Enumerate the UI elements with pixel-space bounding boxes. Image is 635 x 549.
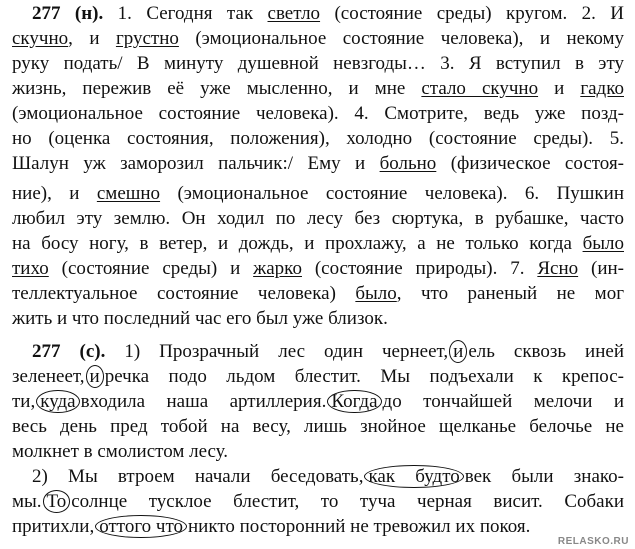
text-run: никто посторонний не тревожил их покоя. <box>188 516 531 537</box>
text-line <box>12 152 624 176</box>
underlined-word: смешно <box>96 183 161 204</box>
text-run: (ин- <box>578 258 624 279</box>
text-line <box>12 27 624 51</box>
text-run: жить и что последний час его был уже близок. <box>12 308 388 329</box>
circled-word: и <box>86 365 104 388</box>
text-run: руку подать/ В минуту душевной невзгоды… 3. Я вступил в эту <box>12 53 624 74</box>
exercise-number: 277 (н). <box>32 3 104 24</box>
text-run: ель сквозь иней <box>468 341 624 362</box>
text-line <box>12 257 624 281</box>
underlined-word: грустно <box>115 28 179 49</box>
text-run: (физическое состоя- <box>436 153 625 174</box>
text-line <box>12 415 624 439</box>
text-line <box>12 207 624 231</box>
circled-word: куда <box>36 390 79 413</box>
text-line <box>12 232 624 256</box>
circled-word: оттого что <box>95 515 187 538</box>
text-line <box>12 390 624 414</box>
text-run: (эмоциональное состояние человека). 6. Пушкин <box>160 183 624 204</box>
text-run: солнце тусклое блестит, то туча черная висит. Собаки <box>71 491 624 512</box>
text-line <box>32 340 624 364</box>
text-run: теллектуальное состояние человека) <box>12 283 356 304</box>
text-run: (эмоциональное состояние человека). 4. Смотрите, ведь уже позд- <box>12 103 624 124</box>
text-run: ти, <box>12 391 36 412</box>
text-run: , и <box>68 28 116 49</box>
exercise-number: 277 (с). <box>32 341 106 362</box>
circled-word: То <box>43 490 71 513</box>
text-line <box>12 77 624 101</box>
underlined-word: больно <box>379 153 437 174</box>
underlined-word: гадко <box>580 78 624 99</box>
text-run: зеленеет, <box>12 366 85 387</box>
underlined-word: было <box>582 233 624 254</box>
text-run: жизнь, пережив её уже мысленно, и мне <box>12 78 422 99</box>
text-run: входила наша артиллерия. <box>80 391 327 412</box>
text-run: любил эту землю. Он ходил по лесу без сюртука, в рубашке, часто <box>12 208 624 229</box>
text-line <box>32 465 624 489</box>
underlined-word: жарко <box>253 258 302 279</box>
text-run: Шалун уж заморозил пальчик:/ Ему и <box>12 153 380 174</box>
text-run: (эмоциональное состояние человека), и некому <box>178 28 624 49</box>
text-run: 1) Прозрачный лес один чернеет, <box>124 341 449 362</box>
text-run: 2) Мы втроем начали беседовать, <box>32 466 364 487</box>
underlined-word: скучно <box>12 28 69 49</box>
text-run: речка подо льдом блестит. Мы подъехали к крепос- <box>104 366 624 387</box>
text-run: (состояние среды) и <box>48 258 254 279</box>
text-run: век были знако- <box>464 466 624 487</box>
text-run: до тончайшей мелочи и <box>382 391 624 412</box>
text-line <box>12 490 624 514</box>
underlined-word: светло <box>267 3 321 24</box>
text-run: (состояние природы). 7. <box>301 258 538 279</box>
text-run: весь день пред тобой на весу, лишь знойное щелканье белочье не <box>12 416 624 437</box>
text-line <box>12 102 624 126</box>
text-run: 1. Сегодня так <box>117 3 268 24</box>
underlined-word: тихо <box>12 258 49 279</box>
circled-word: как будто <box>364 465 463 488</box>
text-run: (состояние среды) кругом. 2. И <box>320 3 624 24</box>
text-line <box>12 182 624 206</box>
text-line <box>12 307 624 331</box>
underlined-word: было <box>355 283 397 304</box>
text-run: но (оценка состояния, положения), холодно (состояние среды). 5. <box>12 128 624 149</box>
underlined-word: Ясно <box>537 258 579 279</box>
watermark: RELASKO.RU <box>557 536 629 547</box>
circled-word: и <box>449 340 467 363</box>
text-run: молкнет в смолистом лесу. <box>12 441 229 462</box>
text-line <box>12 127 624 151</box>
text-line <box>12 52 624 76</box>
circled-word: Когда <box>327 390 381 413</box>
text-line <box>12 515 624 539</box>
text-line <box>32 2 624 26</box>
text-run: ние), и <box>12 183 97 204</box>
underlined-word: стало скучно <box>421 78 539 99</box>
text-run: , что раненый не мог <box>396 283 624 304</box>
text-run: мы. <box>12 491 42 512</box>
text-line <box>12 282 624 306</box>
text-run: притихли, <box>12 516 95 537</box>
text-line <box>12 365 624 389</box>
text-run: и <box>538 78 581 99</box>
text-run: на босу ногу, в ветер, и дождь, и прохлажу, а не только когда <box>12 233 583 254</box>
text-line <box>12 440 624 464</box>
